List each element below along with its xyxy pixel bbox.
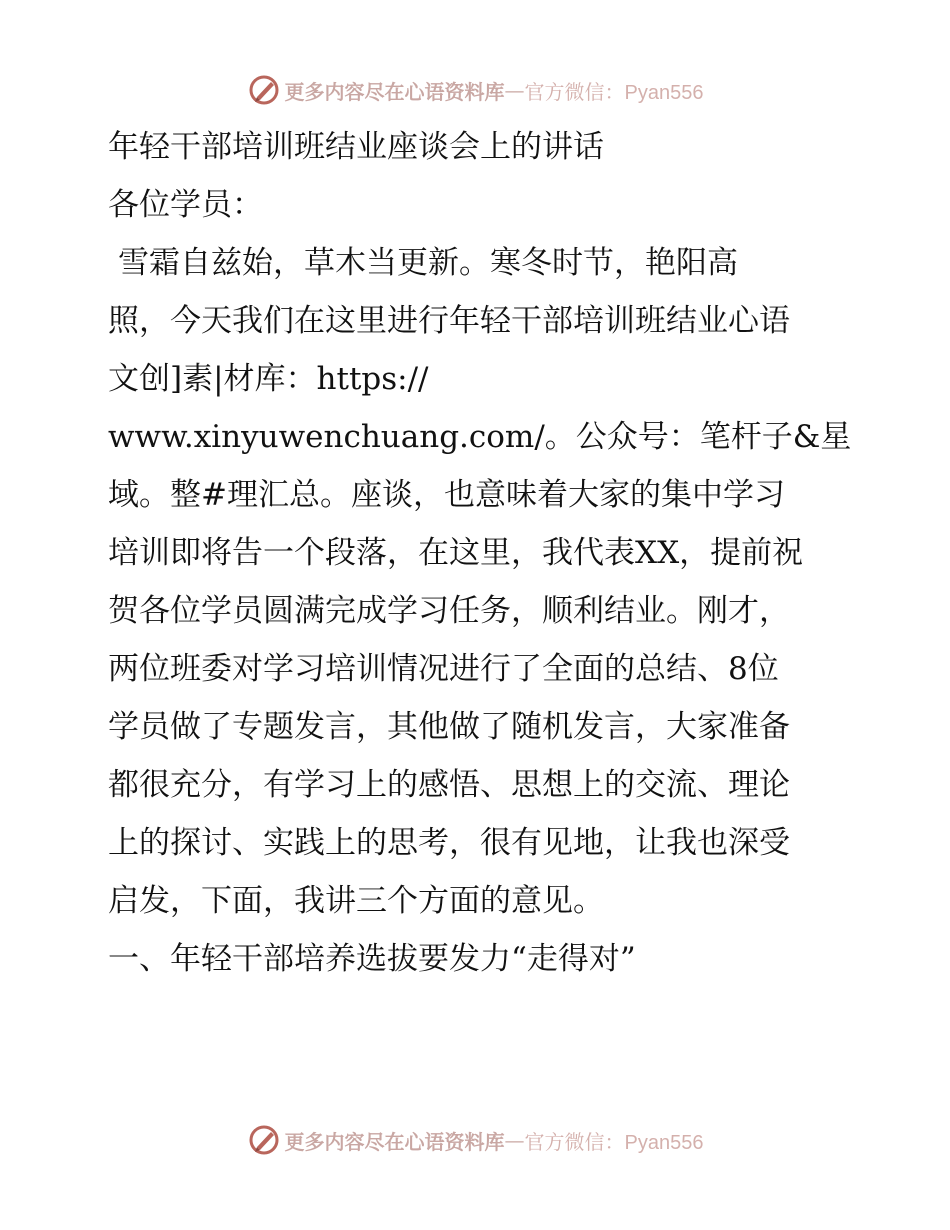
document-greeting: 各位学员： [108,187,263,223]
watermark-banner-bottom [0,1120,950,1160]
paragraph-line: 文创]素|材库：https:// [108,361,429,397]
watermark-banner-top [0,70,950,110]
document-title: 年轻干部培训班结业座谈会上的讲话 [108,129,604,165]
paragraph-line: 照，今天我们在这里进行年轻干部培训班结业心语 [108,303,790,339]
paragraph-line: 培训即将告一个段落，在这里，我代表XX，提前祝 [108,535,804,571]
paragraph-line: 学员做了专题发言，其他做了随机发言，大家准备 [108,709,790,745]
paragraph-line: 雪霜自兹始，草木当更新。寒冬时节，艳阳高 [118,245,738,281]
pen-logo-icon [247,73,281,107]
watermark-brand: 更多内容尽在心语资料库 [284,1129,505,1154]
watermark-brand: 更多内容尽在心语资料库 [284,79,505,104]
paragraph-line: 域。整#理汇总。座谈，也意味着大家的集中学习 [108,477,785,513]
watermark-separator: — [504,1128,525,1152]
paragraph-line: 两位班委对学习培训情况进行了全面的总结、8位 [108,651,779,687]
paragraph-line: 启发，下面，我讲三个方面的意见。 [108,883,604,919]
paragraph-line: 都很充分，有学习上的感悟、思想上的交流、理论 [108,767,790,803]
watermark-wechat: 官方微信：Pyan556 [524,81,704,104]
paragraph-line: 贺各位学员圆满完成学习任务，顺利结业。刚才， [108,593,790,629]
watermark-separator: — [504,78,525,102]
body-paragraph [98,234,858,930]
paragraph-line: 上的探讨、实践上的思考，很有见地，让我也深受 [108,825,790,861]
pen-logo-icon [247,1123,281,1157]
paragraph-line: www.xinyuwenchuang.com/。公众号：笔杆子&星 [108,419,852,455]
section-heading: 一、年轻干部培养选拔要发力“走得对” [108,941,636,977]
document-body [98,118,858,988]
watermark-wechat: 官方微信：Pyan556 [524,1131,704,1154]
